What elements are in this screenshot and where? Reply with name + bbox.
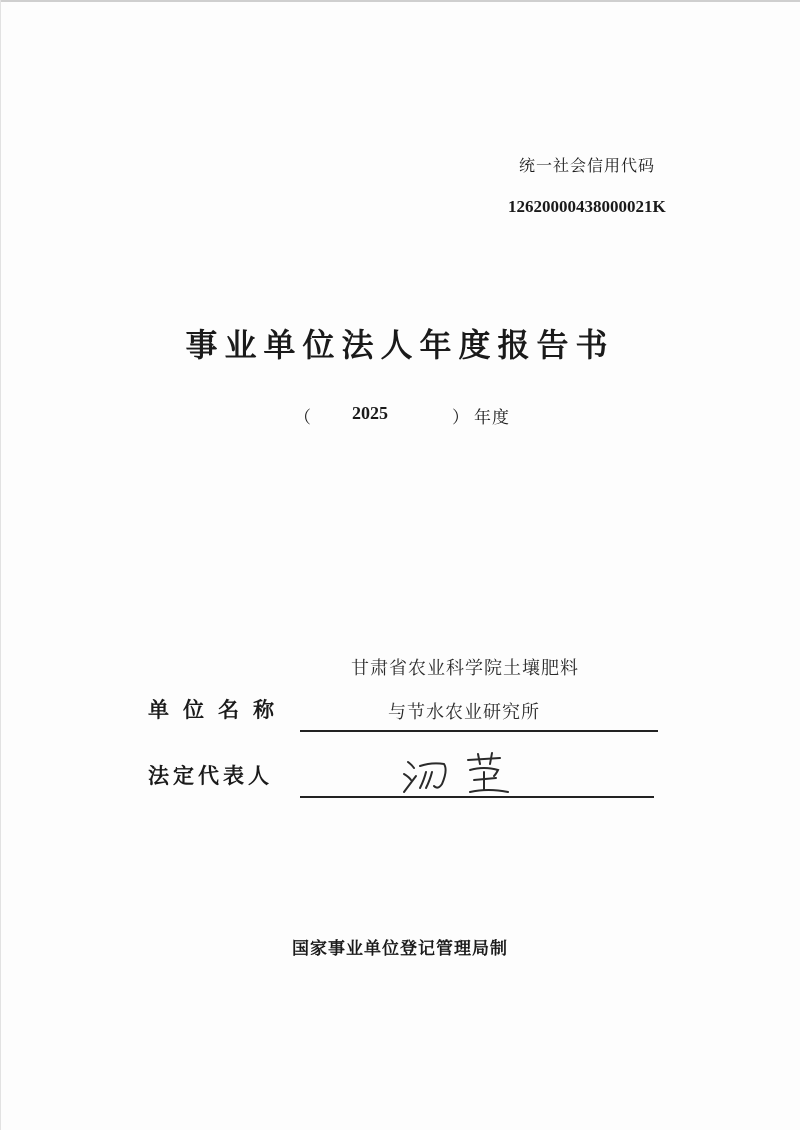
legal-representative-label: 法定代表人: [148, 764, 273, 788]
credit-code-label: 统一社会信用代码: [519, 156, 656, 175]
report-year: 2025: [352, 403, 388, 423]
unit-name-line-2: 与节水农业研究所: [388, 702, 540, 723]
year-open-paren: （: [294, 408, 311, 428]
credit-code-value: 12620000438000021K: [508, 197, 666, 216]
unit-name-label: 单位名称: [148, 698, 288, 722]
unit-name-underline: [300, 730, 658, 732]
year-suffix: 年度: [474, 408, 510, 428]
unit-name-line-1: 甘肃省农业科学院土壤肥料: [351, 658, 579, 679]
legal-representative-signature: [398, 748, 518, 798]
page-title: 事业单位法人年度报告书: [185, 326, 615, 364]
year-close-paren: ）: [452, 408, 469, 428]
issuer-footer: 国家事业单位登记管理局制: [292, 939, 508, 959]
report-year-line: [0, 403, 800, 427]
scan-edge: [0, 0, 1, 1130]
scan-edge: [0, 0, 800, 2]
legal-representative-underline: [300, 796, 654, 798]
